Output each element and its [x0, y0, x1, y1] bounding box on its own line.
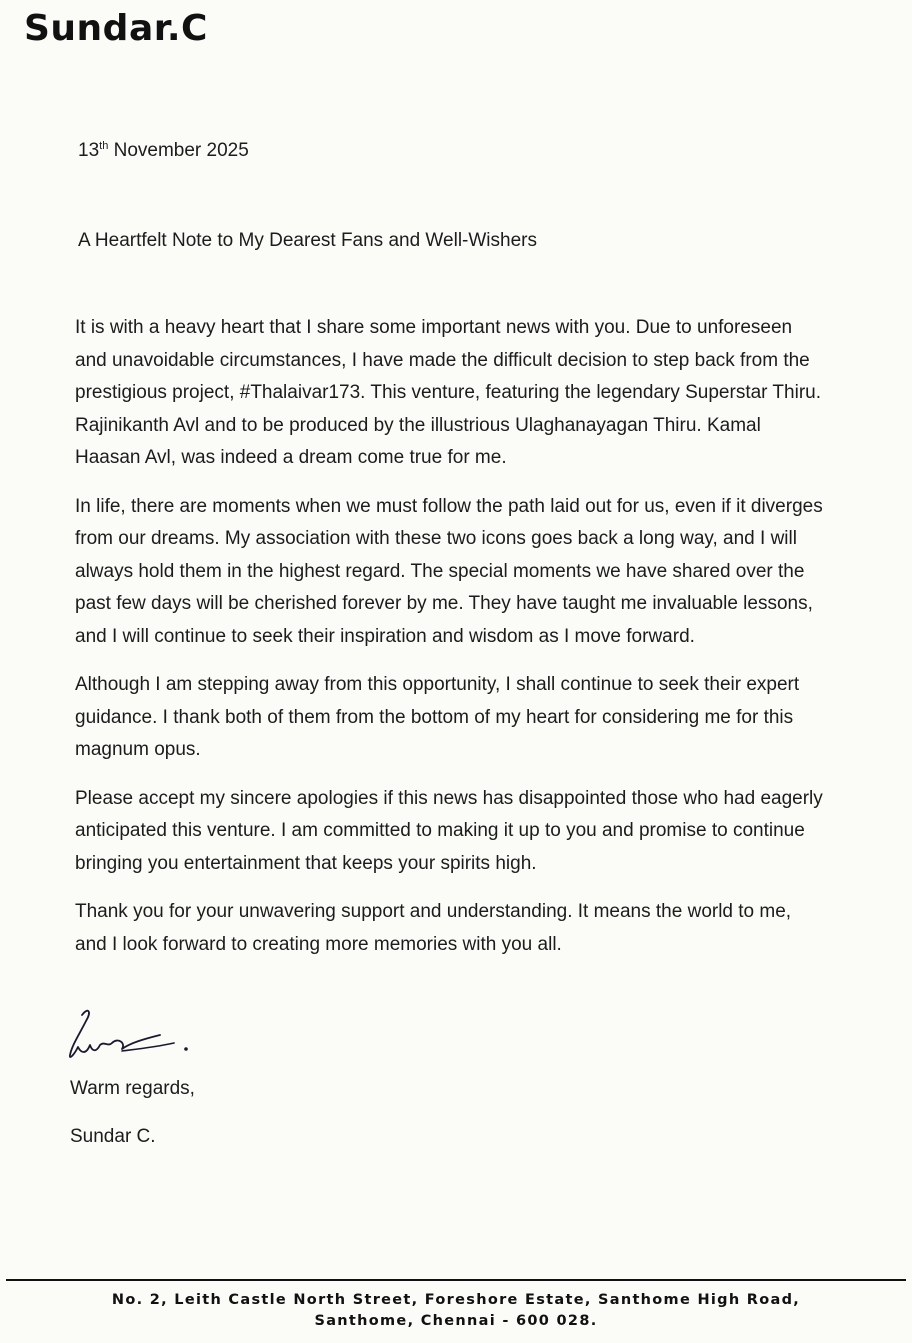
letter-body	[75, 312, 825, 977]
body-paragraph-3: Although I am stepping away from this opportunity, I shall continue to seek their expert guidance. I thank both of them from the bottom of my heart for considering me for this magnum opus.	[75, 674, 800, 760]
date-day: 13	[78, 140, 100, 161]
date-ordinal-suffix: th	[99, 140, 109, 152]
letterhead-name: Sundar.C	[24, 8, 208, 49]
closing-salutation: Warm regards,	[70, 1078, 195, 1099]
body-paragraph-1: It is with a heavy heart that I share some important news with you. Due to unforeseen and unavoidable circumstances, I have made the difficult decision to step back from the prestigious project, #Thalaivar173. This venture, featuring the legendary Superstar Thiru. Rajinikanth Avl and to be produced by the illustrious Ulaghanayagan Thiru. Kamal Haasan Avl, was indeed a dream come true for me.	[75, 317, 821, 468]
body-paragraph-4: Please accept my sincere apologies if this news has disappointed those who had eagerly anticipated this venture. I am committed to making it up to you and promise to continue bringing you entertainment that keeps your spirits high.	[75, 787, 823, 874]
body-paragraph-2: In life, there are moments when we must follow the path laid out for us, even if it diverges from our dreams. My association with these two icons goes back a long way, and I will always hold them in the highest regard. The special moments we have shared over the past few days will be cherished forever by me. They have taught me invaluable lessons, and I will continue to seek their inspiration and wisdom as I move forward.	[75, 495, 823, 647]
body-paragraph-5: Thank you for your unwavering support and understanding. It means the world to me, and I look forward to creating more memories with you all.	[75, 901, 792, 955]
letter-date	[78, 140, 249, 162]
signer-name: Sundar C.	[70, 1126, 156, 1147]
handwritten-signature	[64, 1005, 200, 1067]
footer-divider	[6, 1279, 906, 1281]
footer-address	[0, 1290, 912, 1332]
letter-subject: A Heartfelt Note to My Dearest Fans and Well-Wishers	[78, 230, 537, 251]
footer-address-line-2: Santhome, Chennai - 600 028.	[314, 1313, 598, 1329]
date-month-year: November 2025	[113, 140, 249, 161]
footer-address-line-1: No. 2, Leith Castle North Street, Foreshore Estate, Santhome High Road,	[111, 1292, 801, 1308]
